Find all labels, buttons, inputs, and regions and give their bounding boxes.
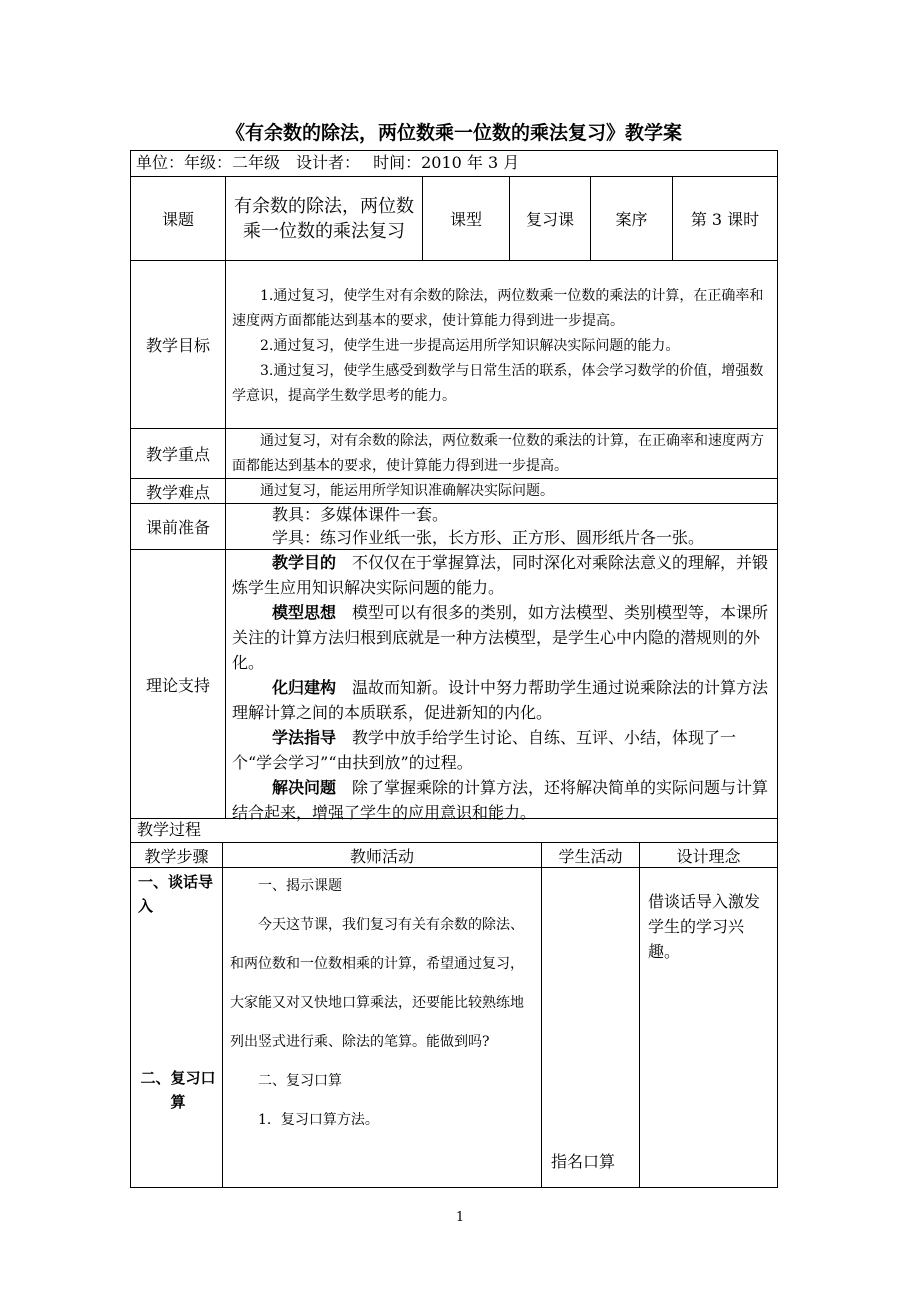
teacher-paragraph: 1．复习口算方法。 — [258, 1112, 379, 1128]
header-line: 单位：年级：二年级 设计者： 时间：2010 年 3 月 — [136, 153, 520, 172]
preparation-label: 课前准备 — [145, 518, 210, 537]
difficulty-text: 通过复习，能运用所学知识准确解决实际问题。 — [260, 483, 554, 499]
type-label: 课型 — [449, 210, 482, 229]
teacher-activity — [230, 867, 536, 1140]
goal-item: 3.通过复习，使学生感受到数学与日常生活的联系，体会学习数学的价值，增强数学意识，提高学生数学思考的能力。 — [232, 363, 764, 404]
teacher-paragraph: 一、揭示课题 — [258, 878, 342, 894]
theory-item-head: 化归建构 — [272, 678, 337, 697]
theory-item-head: 模型思想 — [272, 603, 337, 622]
focus-text: 通过复习，对有余数的除法，两位数乘一位数的乘法的计算，在正确率和速度两方面都能达到基本的要求，使计算能力得到进一步提高。 — [232, 433, 764, 474]
preparation-list — [232, 503, 772, 549]
step-intro: 一、谈话导入 — [138, 873, 214, 915]
theory-item-head: 学法指导 — [272, 728, 337, 747]
theory-item-text: 模型可以有很多的类别，如方法模型、类别模型等，本课所关注的计算方法归根到底就是一种方法模型，是学生心中内隐的潜规则的外化。 — [232, 603, 769, 672]
preparation-line: 教具：多媒体课件一套。 — [272, 505, 449, 524]
theory-list — [232, 550, 772, 825]
goals-list — [232, 284, 772, 409]
page-number: 1 — [455, 1210, 465, 1225]
goal-item: 1.通过复习，使学生对有余数的除法，两位数乘一位数的乘法的计算，在正确率和速度两方面都能达到基本的要求，使计算能力得到进一步提高。 — [232, 288, 764, 329]
type-value: 复习课 — [525, 210, 574, 229]
theory-item-head: 解决问题 — [272, 778, 337, 797]
document-title: 《有余数的除法，两位数乘一位数的乘法复习》教学案 — [225, 122, 682, 144]
design-concept: 借谈话导入激发学生的学习兴趣。 — [648, 892, 761, 961]
theory-label: 理论支持 — [145, 675, 210, 695]
topic-label: 课题 — [161, 210, 194, 229]
topic-value: 有余数的除法，两位数乘一位数的乘法复习 — [234, 196, 414, 242]
theory-item — [232, 775, 772, 825]
column-header-student: 学生活动 — [558, 846, 623, 866]
theory-item — [232, 600, 772, 675]
teacher-paragraph: 今天这节课，我们复习有关有余数的除法、和两位数和一位数相乘的计算，希望通过复习，大家能又对又快地口算乘法，还要能比较熟练地列出竖式进行乘、除法的笔算。能做到吗? — [230, 917, 524, 1050]
goal-item: 2.通过复习，使学生进一步提高运用所学知识解决实际问题的能力。 — [260, 338, 680, 354]
order-value: 第 3 课时 — [690, 210, 760, 229]
theory-item-text: 除了掌握乘除的计算方法，还将解决简单的实际问题与计算结合起来，增强了学生的应用意识和能力。 — [232, 778, 769, 822]
preparation-line: 学具：练习作业纸一张，长方形、正方形、圆形纸片各一张。 — [272, 528, 705, 547]
column-header-teacher: 教师活动 — [349, 846, 414, 866]
step-review: 二、复习口算 — [140, 1069, 216, 1111]
column-header-concept: 设计理念 — [676, 846, 741, 866]
teacher-paragraph: 二、复习口算 — [258, 1073, 342, 1089]
goals-label: 教学目标 — [145, 336, 210, 355]
theory-item-text: 温故而知新。设计中努力帮助学生通过说乘除法的计算方法理解计算之间的本质联系，促进新知的内化。 — [232, 678, 769, 722]
theory-item — [232, 550, 772, 600]
student-activity: 指名口算 — [551, 1152, 616, 1171]
column-header-steps: 教学步骤 — [144, 846, 209, 866]
process-label: 教学过程 — [137, 820, 202, 839]
theory-item-text: 教学中放手给学生讨论、自练、互评、小结，体现了一个“学会学习”“由扶到放”的过程。 — [232, 728, 737, 772]
order-label: 案序 — [615, 210, 648, 229]
difficulty-label: 教学难点 — [145, 482, 210, 502]
theory-item — [232, 675, 772, 725]
focus-label: 教学重点 — [145, 445, 210, 464]
theory-item — [232, 725, 772, 775]
theory-item-text: 不仅仅在于掌握算法，同时深化对乘除法意义的理解，并锻炼学生应用知识解决实际问题的能力。 — [232, 553, 769, 597]
theory-item-head: 教学目的 — [272, 553, 337, 572]
